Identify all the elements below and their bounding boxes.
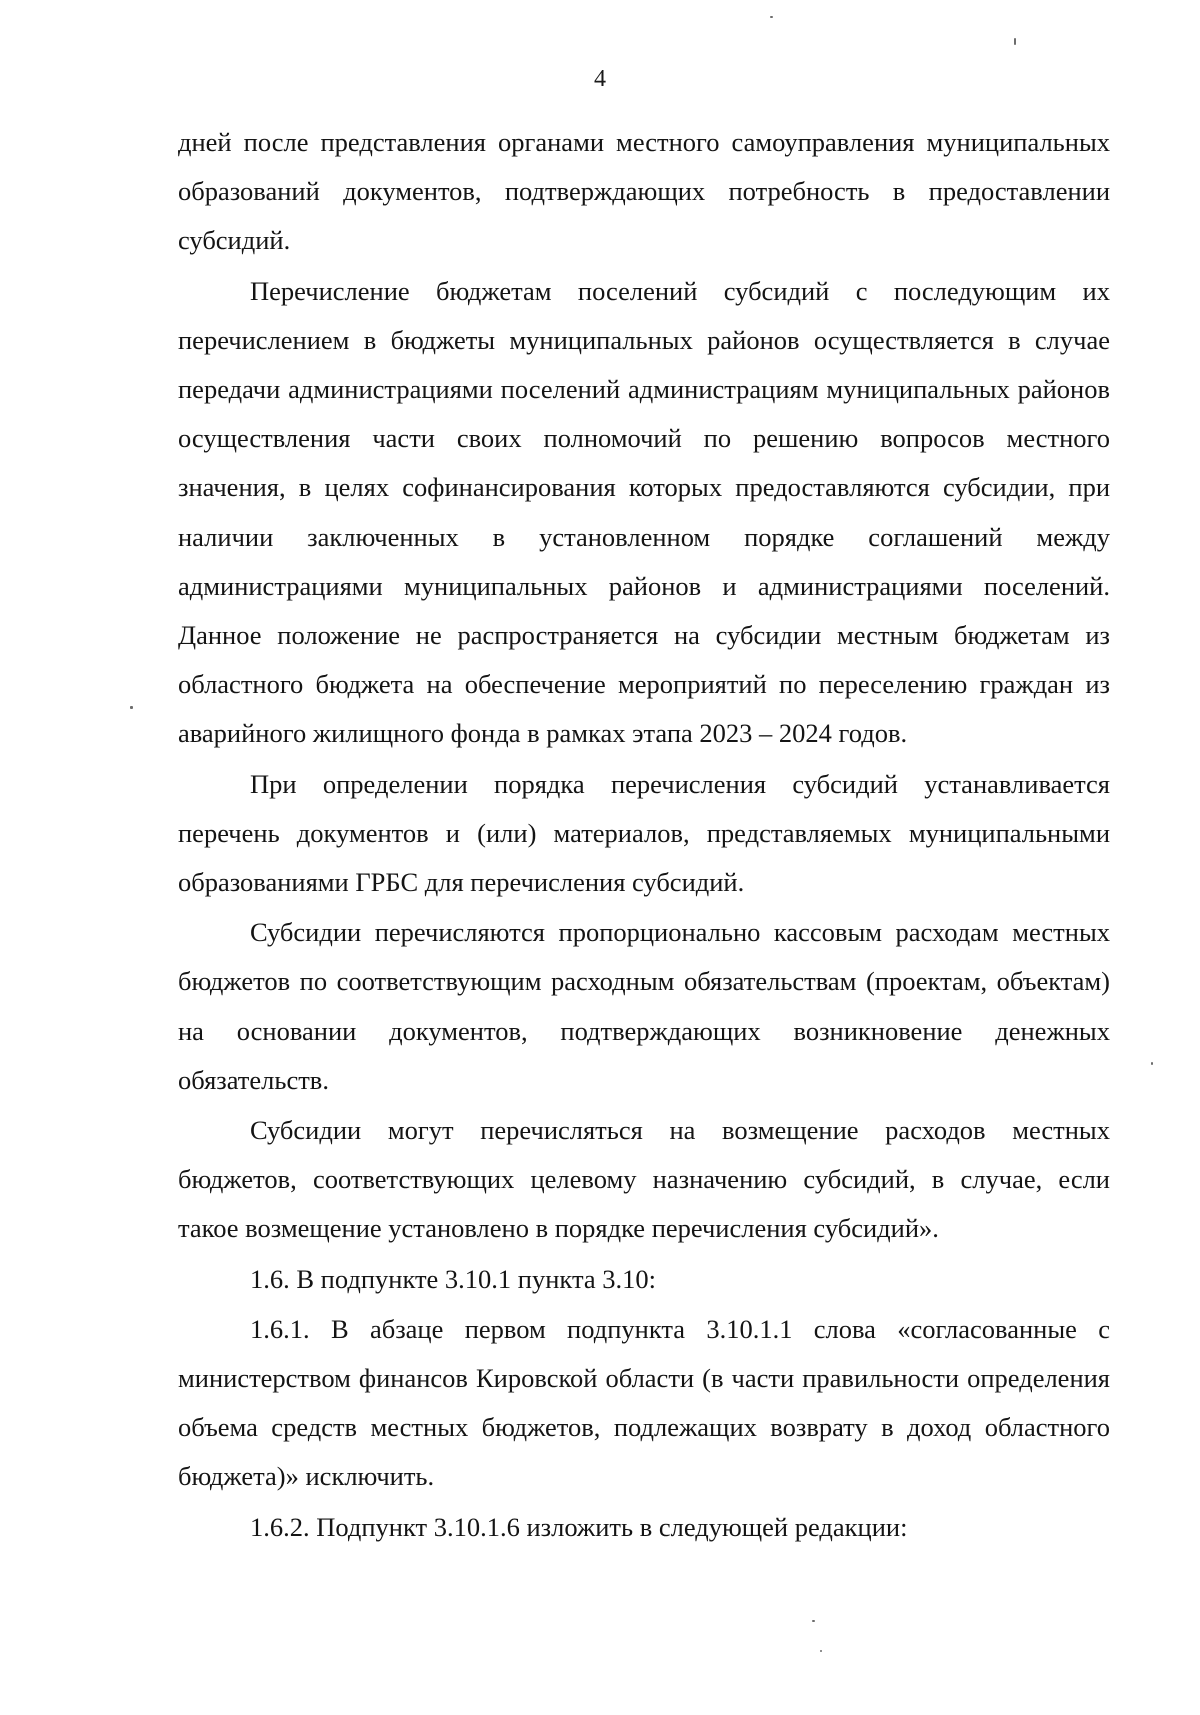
document-body [178, 118, 1110, 1553]
scan-speck [1014, 38, 1016, 45]
scan-speck [1151, 1062, 1153, 1065]
paragraph-reimbursement: Субсидии могут перечисляться на возмещение расходов местных бюджетов, соответствующих целевому назначению субсидий, в случае, если такое возмещение установлено в порядке перечисления субсидий». [178, 1115, 1110, 1244]
scan-speck [812, 1620, 815, 1622]
paragraph-continuation: дней после представления органами местного самоуправления муниципальных образований документов, подтверждающих потребность в предоставлении субсидий. [178, 127, 1110, 256]
paragraph-proportional-transfer: Субсидии перечисляются пропорционально кассовым расходам местных бюджетов по соответствующим расходным обязательствам (проектам, объектам) на основании документов, подтверждающих возникновение денежных обязательств. [178, 917, 1110, 1095]
scan-speck [130, 706, 133, 709]
paragraph-transfer-to-settlements: Перечисление бюджетам поселений субсидий с последующим их перечислением в бюджеты муниципальных районов осуществляется в случае передачи администрациями поселений администрациям муниципальных районов осуществления части своих полномочий по решению вопросов местного значения, в целях софинансирования которых предоставляются субсидии, при наличии заключенных в установленном порядке соглашений между администрациями муниципальных районов и администрациями поселений. Данное положение не распространяется на субсидии местным бюджетам из областного бюджета на обеспечение мероприятий по переселению граждан из аварийного жилищного фонда в рамках этапа 2023 – 2024 годов. [178, 275, 1110, 749]
scan-speck [770, 16, 773, 18]
scan-speck [820, 1650, 822, 1652]
paragraph-item-1-6-2: 1.6.2. Подпункт 3.10.1.6 изложить в следующей редакции: [250, 1511, 908, 1542]
paragraph-transfer-procedure: При определении порядка перечисления субсидий устанавливается перечень документов и (или) материалов, представляемых муниципальными образованиями ГРБС для перечисления субсидий. [178, 768, 1110, 898]
paragraph-item-1-6-1: 1.6.1. В абзаце первом подпункта 3.10.1.1 слова «согласованные с министерством финансов Кировской области (в части правильности определения объема средств местных бюджетов, подлежащих возврату в доход областного бюджета)» исключить. [178, 1313, 1110, 1492]
paragraph-item-1-6: 1.6. В подпункте 3.10.1 пункта 3.10: [250, 1263, 656, 1294]
page-number: 4 [594, 66, 606, 92]
